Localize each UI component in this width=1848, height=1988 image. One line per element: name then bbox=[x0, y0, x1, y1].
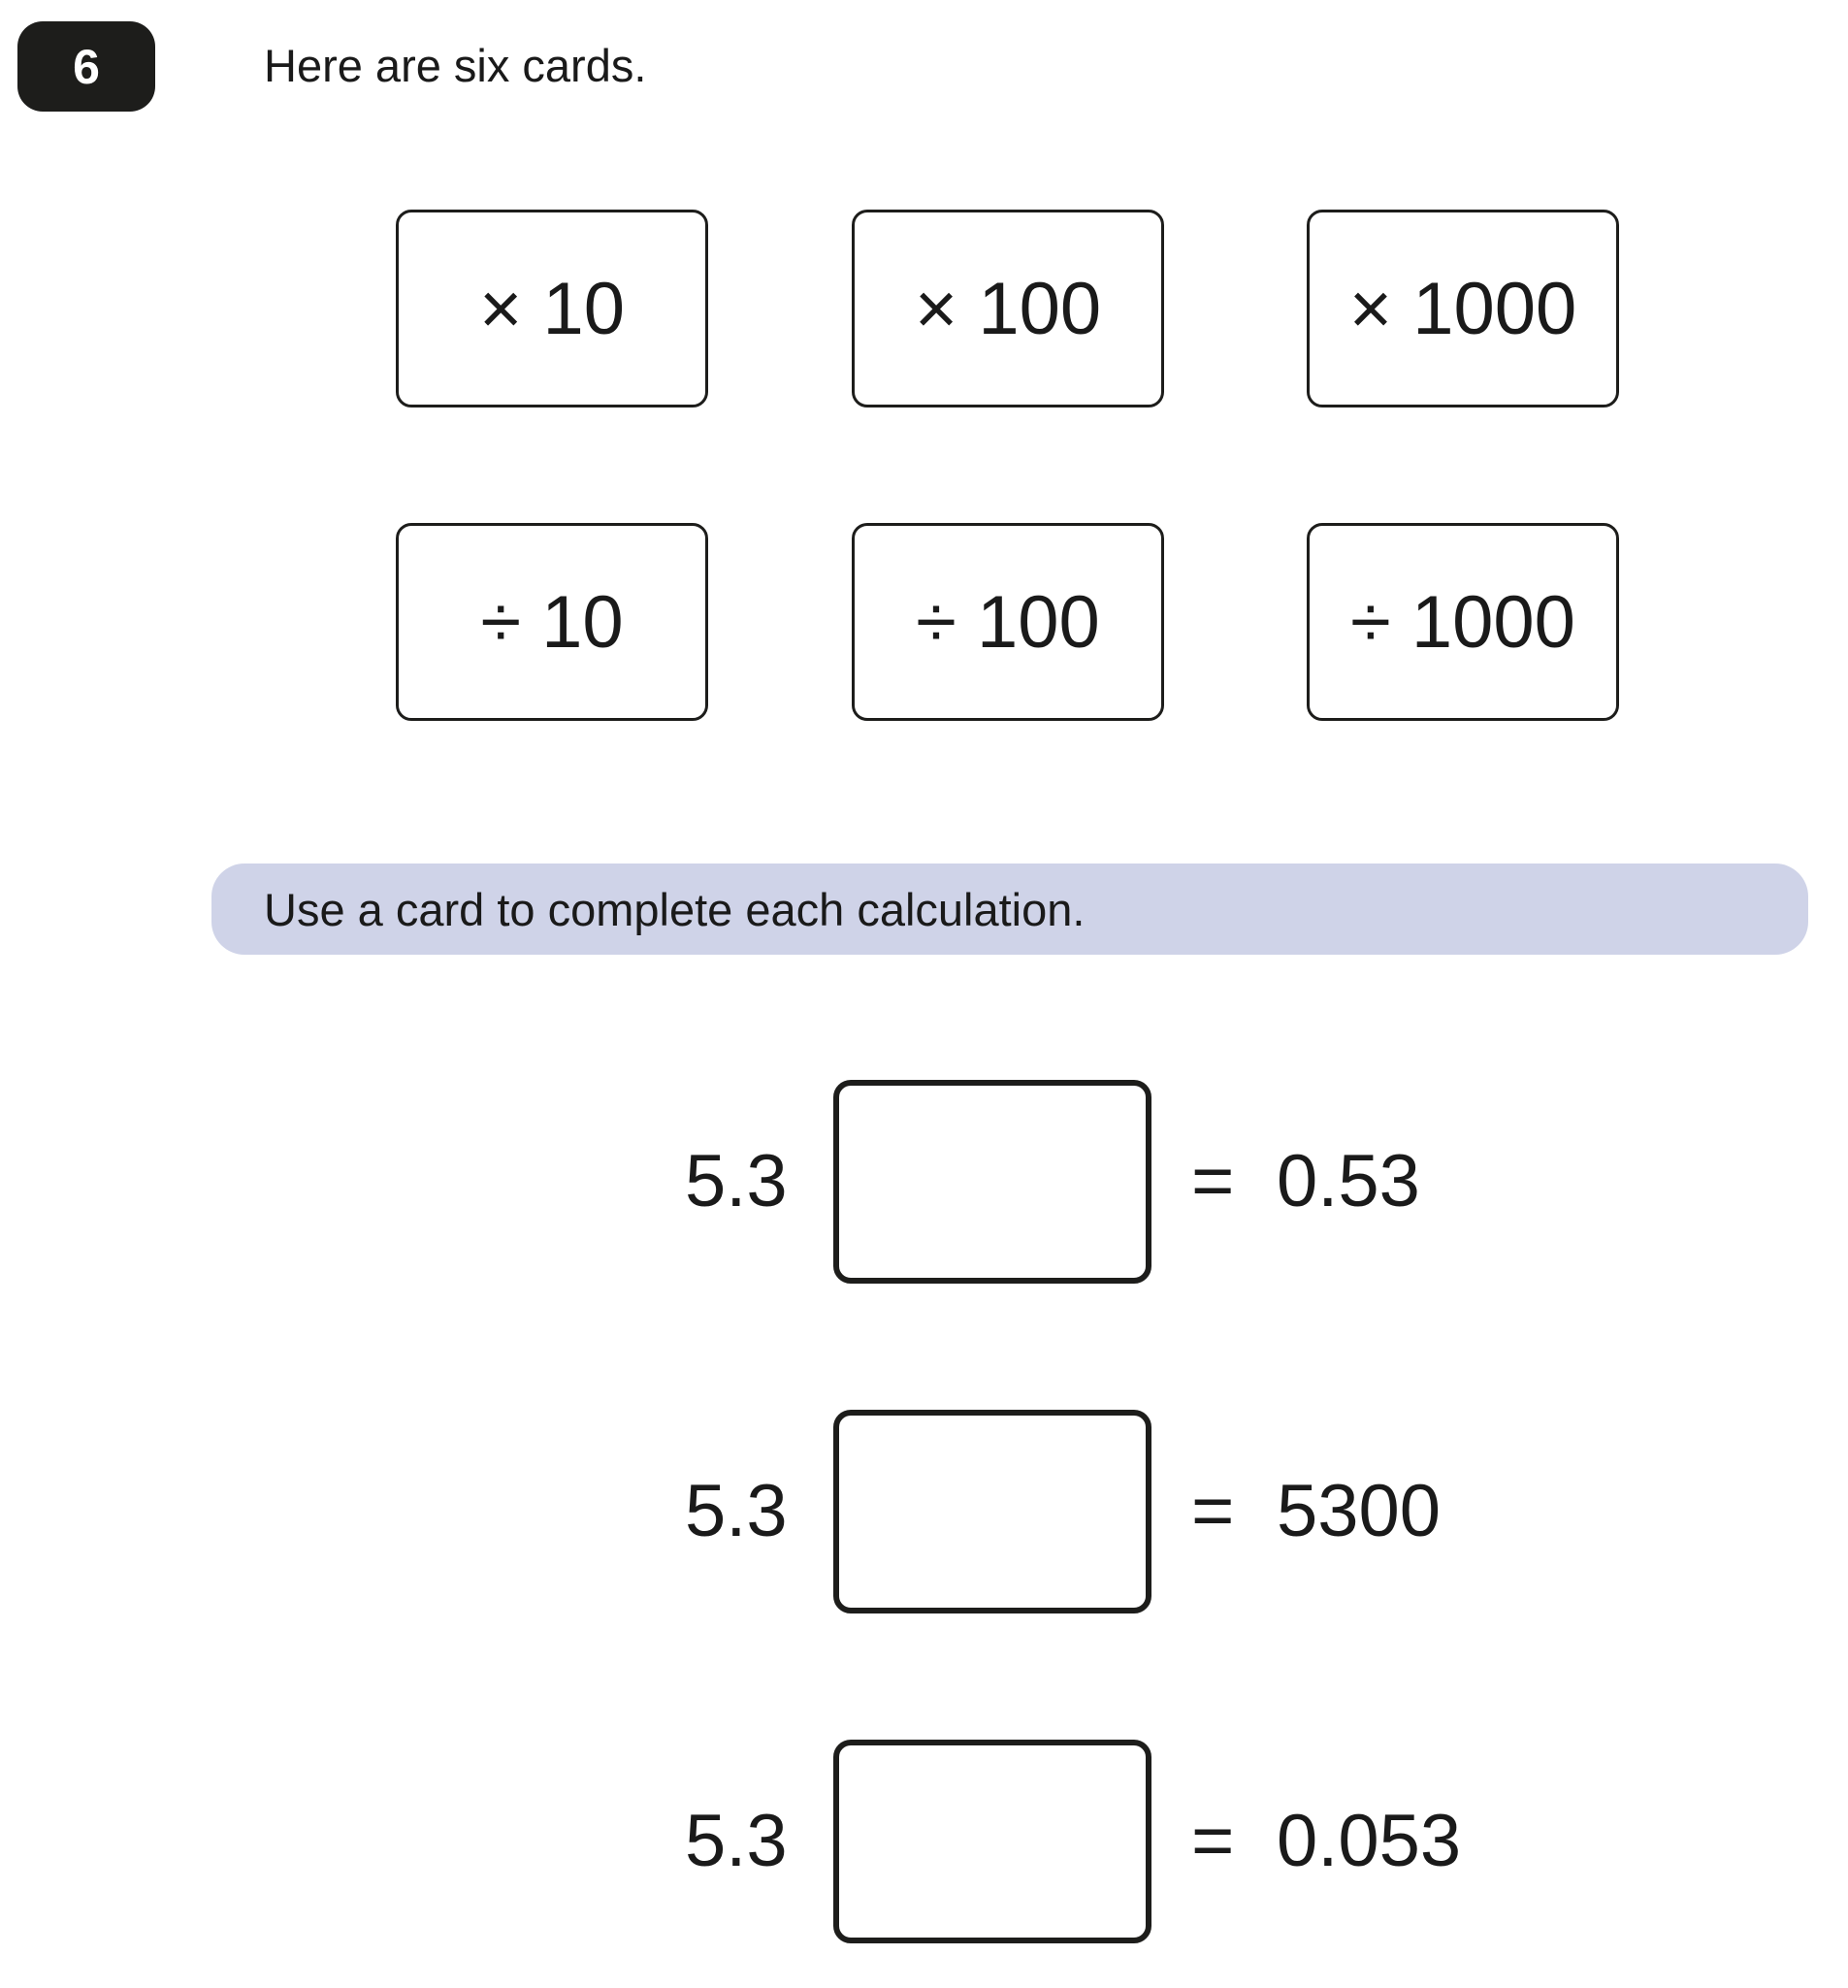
calculation-row-1 bbox=[0, 1080, 1848, 1284]
card-times-1000: × 1000 bbox=[1307, 210, 1619, 407]
question-number: 6 bbox=[73, 39, 100, 94]
instruction-text: Use a card to complete each calculation. bbox=[264, 883, 1086, 935]
calculation-result: 0.53 bbox=[1277, 1140, 1420, 1222]
calculation-result: 0.053 bbox=[1277, 1800, 1462, 1882]
card-times-10: × 10 bbox=[396, 210, 708, 407]
card-times-100: × 100 bbox=[852, 210, 1164, 407]
calculation-row-2 bbox=[0, 1410, 1848, 1613]
answer-box-3[interactable] bbox=[833, 1740, 1151, 1943]
answer-box-2[interactable] bbox=[833, 1410, 1151, 1613]
calculation-row-3 bbox=[0, 1740, 1848, 1943]
calculation-result: 5300 bbox=[1277, 1470, 1442, 1552]
card-divide-100: ÷ 100 bbox=[852, 523, 1164, 721]
card-divide-10: ÷ 10 bbox=[396, 523, 708, 721]
card-divide-1000: ÷ 1000 bbox=[1307, 523, 1619, 721]
calculation-operand: 5.3 bbox=[685, 1470, 788, 1552]
instruction-bar bbox=[211, 864, 1808, 955]
answer-box-1[interactable] bbox=[833, 1080, 1151, 1284]
equals-sign: = bbox=[1191, 1140, 1235, 1222]
question-intro: Here are six cards. bbox=[264, 40, 647, 91]
equals-sign: = bbox=[1191, 1800, 1235, 1882]
equals-sign: = bbox=[1191, 1470, 1235, 1552]
calculation-operand: 5.3 bbox=[685, 1800, 788, 1882]
calculation-operand: 5.3 bbox=[685, 1140, 788, 1222]
question-number-badge bbox=[17, 21, 155, 112]
